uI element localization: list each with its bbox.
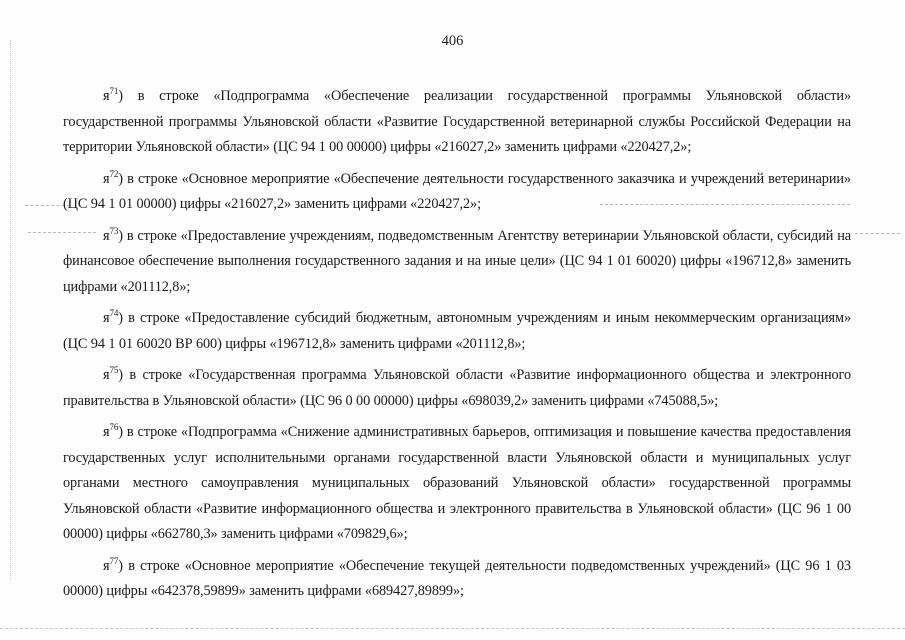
scan-bottom-edge [0, 628, 905, 629]
amendment-paragraph [63, 306, 851, 357]
item-label [103, 225, 123, 244]
amendment-text: в строке «Предоставление учреждениям, подведомственным Агентству ветеринарии Ульяновской области, субсидий на финансовое обеспечение выполнения государственного задания и на иные цели» (ЦС 94 1 01 60020) цифры «196712,8» заменить цифрами «201112,8»; [63, 227, 851, 295]
item-close-paren: ) [118, 557, 123, 574]
scan-left-margin-line [10, 40, 11, 580]
item-close-paren: ) [118, 310, 123, 326]
item-label [103, 367, 123, 383]
item-number-superscript: 75 [109, 365, 119, 375]
amendment-text: в строке «Основное мероприятие «Обеспечение деятельности государственного заказчика и учреждений ветеринарии» (ЦС 94 1 01 00000) цифры «216027,2» заменить цифрами «220427,2»; [63, 170, 851, 212]
item-number-superscript: 71 [109, 86, 119, 96]
amendment-text: в строке «Основное мероприятие «Обеспечение текущей деятельности подведомственных учреждений» (ЦС 96 1 03 00000) цифры «642378,59899» заменить цифрами «689427,89899»; [63, 557, 851, 599]
item-letter: я [103, 424, 110, 440]
item-letter: я [103, 367, 110, 383]
item-number-superscript: 74 [109, 308, 119, 318]
item-close-paren: ) [118, 367, 123, 383]
amendment-paragraph [63, 167, 851, 218]
amendment-text: в строке «Предоставление субсидий бюджетным, автономным учреждениям и иным некоммерческим организациям» (ЦС 94 1 01 60020 ВР 600) цифры «196712,8» заменить цифрами «201112,8»; [63, 310, 851, 352]
item-letter: я [103, 88, 110, 104]
item-number-superscript: 77 [109, 555, 119, 566]
amendment-text: в строке «Государственная программа Ульяновской области «Развитие информационного общества и электронного правительства в Ульяновской области» (ЦС 96 0 00 00000) цифры «698039,2» заменить цифрами «745088,5»; [63, 367, 851, 409]
item-close-paren: ) [118, 227, 123, 244]
item-letter: я [103, 170, 110, 187]
item-label [103, 168, 123, 187]
item-number-superscript: 76 [109, 422, 119, 432]
item-label [103, 424, 123, 440]
amendment-paragraph [63, 224, 851, 301]
amendment-paragraph [63, 84, 851, 161]
amendment-paragraph [63, 363, 851, 414]
amendment-text: в строке «Подпрограмма «Снижение административных барьеров, оптимизация и повышение качества предоставления государственных услуг исполнительными органами государственной власти Ульяновской области и муниципальных услуг органами местного самоуправления муниципальных образований Ульяновской области» государственной программы Ульяновской области «Развитие информационного общества и электронного правительства в Ульяновской области» (ЦС 96 1 00 00000) цифры «662780,3» заменить цифрами «709829,6»; [63, 424, 851, 542]
amendment-text: в строке «Подпрограмма «Обеспечение реализации государственной программы Ульяновской области» государственной программы Ульяновской области «Развитие Государственной ветеринарной службы Российской Федерации на территории Ульяновской области» (ЦС 94 1 00 00000) цифры «216027,2» заменить цифрами «220427,2»; [63, 88, 851, 155]
item-letter: я [103, 310, 110, 326]
item-close-paren: ) [118, 88, 123, 104]
item-letter: я [103, 227, 110, 244]
document-body [63, 84, 851, 611]
item-label [103, 88, 123, 104]
item-close-paren: ) [118, 170, 123, 187]
item-close-paren: ) [118, 424, 123, 440]
scan-artifact-line [855, 233, 900, 234]
amendment-paragraph [63, 420, 851, 548]
item-label [103, 310, 123, 326]
item-letter: я [103, 557, 110, 574]
item-label [103, 555, 123, 574]
amendment-paragraph [63, 554, 851, 605]
item-number-superscript: 72 [109, 168, 119, 179]
page-number: 406 [441, 33, 464, 49]
item-number-superscript: 73 [109, 225, 119, 236]
